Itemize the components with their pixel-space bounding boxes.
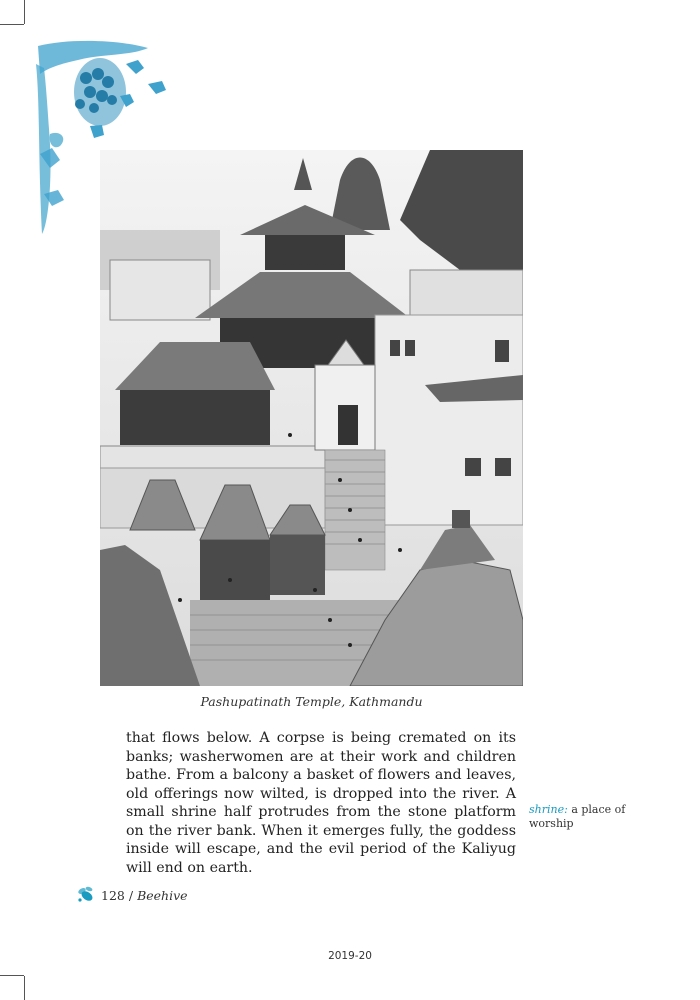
bee-icon [76, 885, 96, 905]
temple-photograph [100, 150, 523, 686]
edition-year: 2019-20 [328, 950, 372, 962]
crop-mark-bottom-vertical [24, 976, 25, 1000]
crop-mark-bottom-horizontal [0, 975, 24, 976]
book-title: Beehive [137, 887, 188, 903]
glossary-note [529, 803, 649, 831]
footer-separator: / [128, 887, 134, 903]
glossary-term: shrine: [529, 803, 568, 816]
body-paragraph: that flows below. A corpse is being cremated on its banks; washerwomen are at their work and children bathe. From a balcony a basket of flowers and leaves, old offerings now wilted, is dropped into the river. A small shrine half protrudes from the stone platform on the river bank. When it emerges fully, the goddess inside will escape, and the evil period of the Kaliyug will end on earth. [126, 730, 516, 876]
crop-mark-top-horizontal [0, 24, 24, 25]
figure-caption: Pashupatinath Temple, Kathmandu [200, 694, 423, 709]
glossary-definition: a place of worship [529, 803, 626, 830]
crop-mark-top-vertical [24, 0, 25, 24]
page-footer [76, 885, 188, 905]
page-number: 128 [101, 887, 125, 903]
